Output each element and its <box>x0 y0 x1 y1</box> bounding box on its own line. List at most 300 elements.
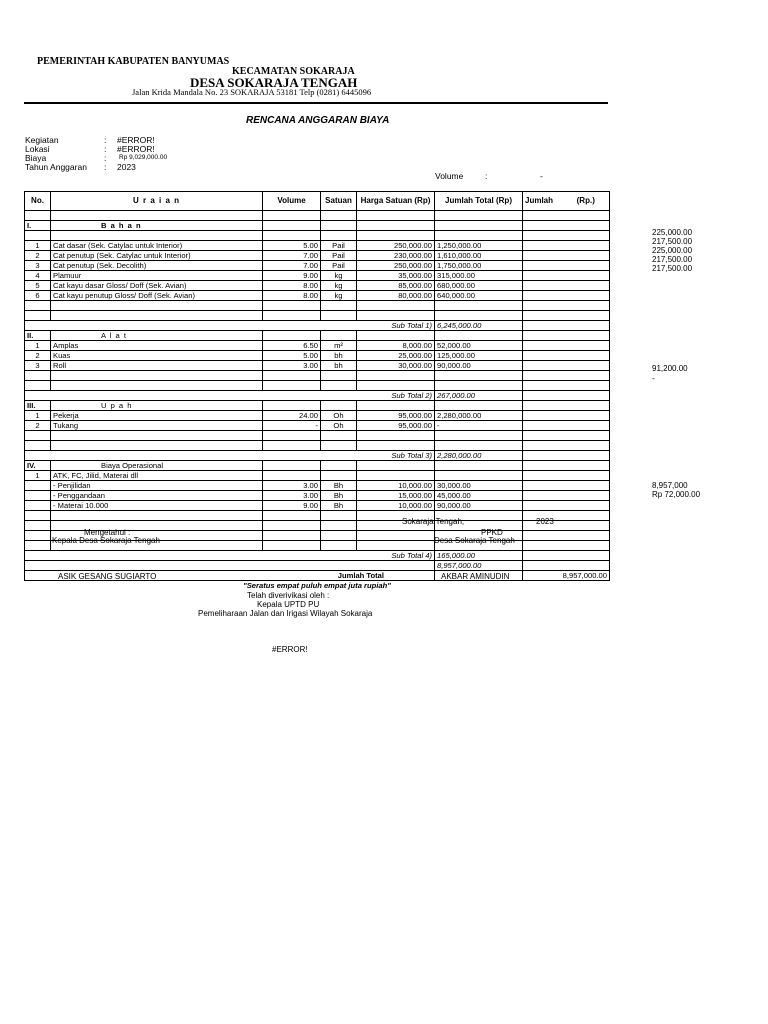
table-cell <box>523 261 563 271</box>
table-cell <box>563 481 610 491</box>
table-cell: 3.00 <box>263 361 321 371</box>
subtotal-row <box>25 551 610 561</box>
kegiatan-value: #ERROR! <box>117 135 155 145</box>
table-cell: 8.00 <box>263 291 321 301</box>
table-row <box>25 491 610 501</box>
table-cell: 315,000.00 <box>435 271 523 281</box>
table-cell <box>523 341 563 351</box>
table-cell: Bh <box>321 491 357 501</box>
table-cell <box>263 401 321 411</box>
table-cell <box>563 211 610 221</box>
table-cell <box>523 311 563 321</box>
section-title: B a h a n <box>51 221 263 231</box>
table-cell: - <box>263 421 321 431</box>
kepala-uptd-label: Kepala UPTD PU <box>257 600 320 609</box>
table-cell: Pekerja <box>51 411 263 421</box>
table-cell <box>563 521 610 531</box>
section-title: A l a t <box>51 331 263 341</box>
table-cell: 15,000.00 <box>357 491 435 501</box>
table-cell <box>563 361 610 371</box>
table-cell <box>523 301 563 311</box>
table-cell <box>563 541 610 551</box>
table-cell: Cat kayu dasar Gloss/ Doff (Sek. Avian) <box>51 281 263 291</box>
table-cell: 5.00 <box>263 241 321 251</box>
table-cell <box>523 371 563 381</box>
table-row <box>25 281 610 291</box>
table-cell <box>357 441 435 451</box>
side-value: 217,500.00 <box>652 237 693 246</box>
table-cell <box>263 231 321 241</box>
table-cell <box>563 341 610 351</box>
table-cell: 230,000.00 <box>357 251 435 261</box>
table-cell: 1,250,000.00 <box>435 241 523 251</box>
table-cell: 10,000.00 <box>357 501 435 511</box>
subtotal-row <box>25 451 610 461</box>
govt-name: PEMERINTAH KABUPATEN BANYUMAS <box>37 56 230 67</box>
volume-colon: : <box>485 171 488 181</box>
table-cell <box>25 561 435 571</box>
extra-row <box>25 561 610 571</box>
table-cell <box>25 431 51 441</box>
col-header: Volume <box>263 192 321 211</box>
table-cell <box>263 301 321 311</box>
table-cell <box>563 321 610 331</box>
blank-row <box>25 211 610 221</box>
table-cell <box>563 531 610 541</box>
table-cell: Cat kayu penutup Gloss/ Doff (Sek. Avian) <box>51 291 263 301</box>
table-cell <box>523 281 563 291</box>
subtotal-label: Sub Total 4) <box>25 551 435 561</box>
document-title: RENCANA ANGGARAN BIAYA <box>246 115 390 126</box>
table-cell: 3.00 <box>263 491 321 501</box>
table-cell <box>321 221 357 231</box>
table-cell <box>435 301 523 311</box>
table-cell <box>563 331 610 341</box>
table-cell: 2 <box>25 351 51 361</box>
table-row <box>25 261 610 271</box>
table-cell: 4 <box>25 271 51 281</box>
header-divider <box>24 102 608 104</box>
table-cell: 640,000.00 <box>435 291 523 301</box>
table-cell <box>321 401 357 411</box>
table-cell <box>321 471 357 481</box>
table-row <box>25 341 610 351</box>
subtotal-row <box>25 391 610 401</box>
ppkd-desa-label: Desa Sokaraja Tengah <box>434 536 515 545</box>
table-cell <box>263 511 321 521</box>
section-number: II. <box>25 331 51 341</box>
table-cell: 2,280,000.00 <box>435 411 523 421</box>
table-cell <box>523 451 563 461</box>
table-cell: kg <box>321 291 357 301</box>
mengetahui-label: Mengetahui : <box>84 528 131 537</box>
side-value: - <box>652 374 655 383</box>
table-cell: 5 <box>25 281 51 291</box>
table-cell <box>523 221 563 231</box>
blank-row <box>25 311 610 321</box>
lokasi-value: #ERROR! <box>117 144 155 154</box>
table-cell: 6.50 <box>263 341 321 351</box>
volume-value: - <box>540 171 543 181</box>
table-cell: 2 <box>25 251 51 261</box>
year-label: 2023 <box>536 517 554 526</box>
table-cell: 30,000.00 <box>357 361 435 371</box>
table-cell: 1 <box>25 411 51 421</box>
table-cell: kg <box>321 281 357 291</box>
section-number: I. <box>25 221 51 231</box>
table-cell <box>435 311 523 321</box>
table-row <box>25 411 610 421</box>
table-cell <box>357 231 435 241</box>
table-cell: Tukang <box>51 421 263 431</box>
biaya-value: Rp 9,029,000.00 <box>119 154 168 161</box>
subtotal-label: Sub Total 3) <box>25 451 435 461</box>
table-cell <box>563 371 610 381</box>
table-cell <box>263 311 321 321</box>
table-cell <box>25 521 51 531</box>
table-cell <box>25 231 51 241</box>
table-cell <box>563 551 610 561</box>
colon: : <box>104 135 107 145</box>
table-cell <box>51 441 263 451</box>
table-cell <box>523 441 563 451</box>
table-cell: 95,000.00 <box>357 411 435 421</box>
table-cell: 3 <box>25 261 51 271</box>
blank-row <box>25 301 610 311</box>
col-header: No. <box>25 192 51 211</box>
table-row <box>25 471 610 481</box>
table-cell <box>25 541 51 551</box>
subtotal-label: Sub Total 1) <box>25 321 435 331</box>
table-cell <box>357 301 435 311</box>
table-cell: Bh <box>321 481 357 491</box>
table-cell: Roll <box>51 361 263 371</box>
table-cell: Kuas <box>51 351 263 361</box>
table-cell: - <box>435 421 523 431</box>
table-cell: 35,000.00 <box>357 271 435 281</box>
table-cell: 24.00 <box>263 411 321 421</box>
table-cell <box>51 311 263 321</box>
table-cell <box>523 271 563 281</box>
table-cell <box>523 411 563 421</box>
table-cell <box>321 331 357 341</box>
table-row <box>25 351 610 361</box>
table-cell <box>523 561 563 571</box>
table-cell <box>523 431 563 441</box>
table-cell <box>523 381 563 391</box>
table-cell <box>263 441 321 451</box>
table-cell: 25,000.00 <box>357 351 435 361</box>
table-cell <box>435 331 523 341</box>
table-cell: 45,000.00 <box>435 491 523 501</box>
section-header-row <box>25 331 610 341</box>
table-cell: 8.00 <box>263 281 321 291</box>
table-cell: bh <box>321 351 357 361</box>
table-cell <box>321 301 357 311</box>
table-cell: 90,000.00 <box>435 361 523 371</box>
table-cell <box>51 431 263 441</box>
table-cell <box>321 371 357 381</box>
table-cell <box>357 461 435 471</box>
table-cell <box>523 421 563 431</box>
table-cell <box>25 511 51 521</box>
section-title: U p a h <box>51 401 263 411</box>
table-cell: 80,000.00 <box>357 291 435 301</box>
table-cell <box>563 291 610 301</box>
table-cell: 1 <box>25 341 51 351</box>
table-cell: 6 <box>25 291 51 301</box>
table-cell <box>263 541 321 551</box>
table-cell <box>523 321 563 331</box>
table-cell <box>357 471 435 481</box>
table-cell <box>25 381 51 391</box>
col-header: U r a i a n <box>51 192 263 211</box>
table-row <box>25 481 610 491</box>
side-value: 225,000.00 <box>652 246 693 255</box>
table-cell <box>435 441 523 451</box>
ppkd-label: PPKD <box>481 528 503 537</box>
table-cell: 2 <box>25 421 51 431</box>
table-cell <box>321 311 357 321</box>
table-cell: Cat penutup (Sek. Catylac untuk Interior) <box>51 251 263 261</box>
table-cell <box>523 401 563 411</box>
section-header-row <box>25 221 610 231</box>
table-cell <box>25 531 51 541</box>
table-cell <box>357 211 435 221</box>
table-cell <box>435 211 523 221</box>
table-cell <box>321 211 357 221</box>
table-cell <box>263 431 321 441</box>
table-cell <box>263 381 321 391</box>
table-row <box>25 251 610 261</box>
table-cell <box>357 221 435 231</box>
table-cell <box>523 461 563 471</box>
table-cell <box>523 491 563 501</box>
table-cell <box>357 371 435 381</box>
table-cell: 250,000.00 <box>357 241 435 251</box>
address: Jalan Krida Mandala No. 23 SOKARAJA 53181 Telp (0281) 6445096 <box>132 87 372 97</box>
error-value: #ERROR! <box>272 645 308 654</box>
col-header: Harga Satuan (Rp) <box>357 192 435 211</box>
table-cell <box>321 541 357 551</box>
table-cell <box>523 361 563 371</box>
table-cell <box>25 491 51 501</box>
table-cell <box>435 401 523 411</box>
table-cell: 10,000.00 <box>357 481 435 491</box>
table-cell <box>25 371 51 381</box>
table-cell <box>263 331 321 341</box>
kegiatan-label: Kegiatan <box>25 135 59 145</box>
table-cell <box>523 231 563 241</box>
table-cell: 3.00 <box>263 481 321 491</box>
table-cell <box>523 351 563 361</box>
table-cell <box>51 381 263 391</box>
table-cell: 9.00 <box>263 501 321 511</box>
signatory-ppkd: AKBAR AMINUDIN <box>441 572 510 581</box>
blank-row <box>25 441 610 451</box>
table-cell <box>563 281 610 291</box>
col-header: Satuan <box>321 192 357 211</box>
table-cell: m² <box>321 341 357 351</box>
table-cell: ATK, FC, Jilid, Materai dll <box>51 471 263 481</box>
side-value: 217,500.00 <box>652 264 693 273</box>
table-cell: Bh <box>321 501 357 511</box>
table-cell <box>435 471 523 481</box>
blank-row <box>25 371 610 381</box>
table-cell: Oh <box>321 411 357 421</box>
table-cell <box>563 251 610 261</box>
table-cell <box>563 381 610 391</box>
table-cell <box>523 391 563 401</box>
blank-row <box>25 231 610 241</box>
table-cell <box>263 371 321 381</box>
biaya-label: Biaya <box>25 153 47 163</box>
district-name: KECAMATAN SOKARAJA <box>232 66 355 77</box>
blank-row <box>25 511 610 521</box>
table-cell <box>51 231 263 241</box>
table-cell: 52,000.00 <box>435 341 523 351</box>
section-number: IV. <box>25 461 51 471</box>
table-cell: 7.00 <box>263 251 321 261</box>
table-cell: 90,000.00 <box>435 501 523 511</box>
table-cell: - Materai 10.000 <box>51 501 263 511</box>
table-cell <box>25 481 51 491</box>
table-cell: - Penjilidan <box>51 481 263 491</box>
table-cell <box>523 211 563 221</box>
table-cell <box>435 431 523 441</box>
table-cell <box>357 311 435 321</box>
table-cell <box>523 501 563 511</box>
table-cell <box>435 221 523 231</box>
table-cell <box>563 231 610 241</box>
table-cell <box>321 441 357 451</box>
subtotal-value: 2,280,000.00 <box>435 451 523 461</box>
table-cell: 9.00 <box>263 271 321 281</box>
table-cell <box>523 241 563 251</box>
table-cell <box>25 311 51 321</box>
subtotal-value: 6,245,000.00 <box>435 321 523 331</box>
table-cell <box>435 231 523 241</box>
table-cell <box>263 461 321 471</box>
table-cell <box>357 381 435 391</box>
table-cell <box>25 441 51 451</box>
table-cell <box>25 301 51 311</box>
blank-row <box>25 431 610 441</box>
table-cell <box>263 521 321 531</box>
table-cell <box>523 331 563 341</box>
table-cell: Pail <box>321 241 357 251</box>
table-row <box>25 271 610 281</box>
side-value: 225,000.00 <box>652 228 693 237</box>
colon: : <box>104 153 107 163</box>
table-cell: 1 <box>25 471 51 481</box>
table-row <box>25 291 610 301</box>
col-header: Jumlah <box>523 192 563 211</box>
table-cell: Pail <box>321 251 357 261</box>
table-cell <box>563 351 610 361</box>
table-cell: kg <box>321 271 357 281</box>
table-cell <box>321 431 357 441</box>
total-value: 8,957,000.00 <box>523 571 610 581</box>
table-cell <box>51 211 263 221</box>
table-cell <box>563 491 610 501</box>
total-label: Jumlah Total <box>25 571 435 581</box>
table-cell <box>523 481 563 491</box>
table-cell: Pail <box>321 261 357 271</box>
table-cell <box>321 231 357 241</box>
table-cell: Amplas <box>51 341 263 351</box>
table-cell <box>563 471 610 481</box>
table-cell <box>563 271 610 281</box>
table-cell <box>51 301 263 311</box>
table-cell: 7.00 <box>263 261 321 271</box>
village-name: DESA SOKARAJA TENGAH <box>190 75 358 90</box>
table-cell <box>321 511 357 521</box>
table-cell <box>523 251 563 261</box>
table-cell: 125,000.00 <box>435 351 523 361</box>
table-cell <box>435 381 523 391</box>
table-cell <box>523 541 563 551</box>
table-cell <box>321 381 357 391</box>
table-cell <box>563 421 610 431</box>
table-cell: 680,000.00 <box>435 281 523 291</box>
table-cell <box>563 311 610 321</box>
colon: : <box>104 144 107 154</box>
table-cell <box>51 371 263 381</box>
table-cell: Cat dasar (Sek. Catylac untuk Interior) <box>51 241 263 251</box>
table-cell <box>563 501 610 511</box>
table-cell <box>357 541 435 551</box>
table-cell: Oh <box>321 421 357 431</box>
side-value: 217,500.00 <box>652 255 693 264</box>
subtotal-label: Sub Total 2) <box>25 391 435 401</box>
table-cell <box>263 531 321 541</box>
signatory-kepala-desa: ASIK GESANG SUGIARTO <box>58 572 157 581</box>
side-value: Rp 72,000.00 <box>652 490 701 499</box>
table-cell: 95,000.00 <box>357 421 435 431</box>
table-cell <box>357 331 435 341</box>
table-cell <box>25 211 51 221</box>
place-label: Sokaraja Tengah, <box>402 517 465 526</box>
verification-label: Telah diverivikasi oleh : <box>247 591 330 600</box>
table-cell <box>435 371 523 381</box>
table-cell: 1,750,000.00 <box>435 261 523 271</box>
table-cell: 5.00 <box>263 351 321 361</box>
table-cell <box>263 221 321 231</box>
subtotal-value: 267,000.00 <box>435 391 523 401</box>
table-cell <box>357 401 435 411</box>
kepala-desa-label: Kepala Desa Sokaraja Tengah <box>52 536 160 545</box>
table-row <box>25 361 610 371</box>
table-cell: 30,000.00 <box>435 481 523 491</box>
table-header-row <box>25 192 610 211</box>
table-cell <box>563 451 610 461</box>
table-cell <box>321 461 357 471</box>
table-cell: 250,000.00 <box>357 261 435 271</box>
table-cell <box>523 291 563 301</box>
table-cell: bh <box>321 361 357 371</box>
table-cell: 1,610,000.00 <box>435 251 523 261</box>
tahun-value: 2023 <box>117 162 136 172</box>
table-cell: 1 <box>25 241 51 251</box>
section-header-row <box>25 401 610 411</box>
table-cell: 3 <box>25 361 51 371</box>
table-cell <box>51 521 263 531</box>
table-row <box>25 241 610 251</box>
table-cell <box>563 411 610 421</box>
table-cell <box>523 471 563 481</box>
section-header-row <box>25 461 610 471</box>
